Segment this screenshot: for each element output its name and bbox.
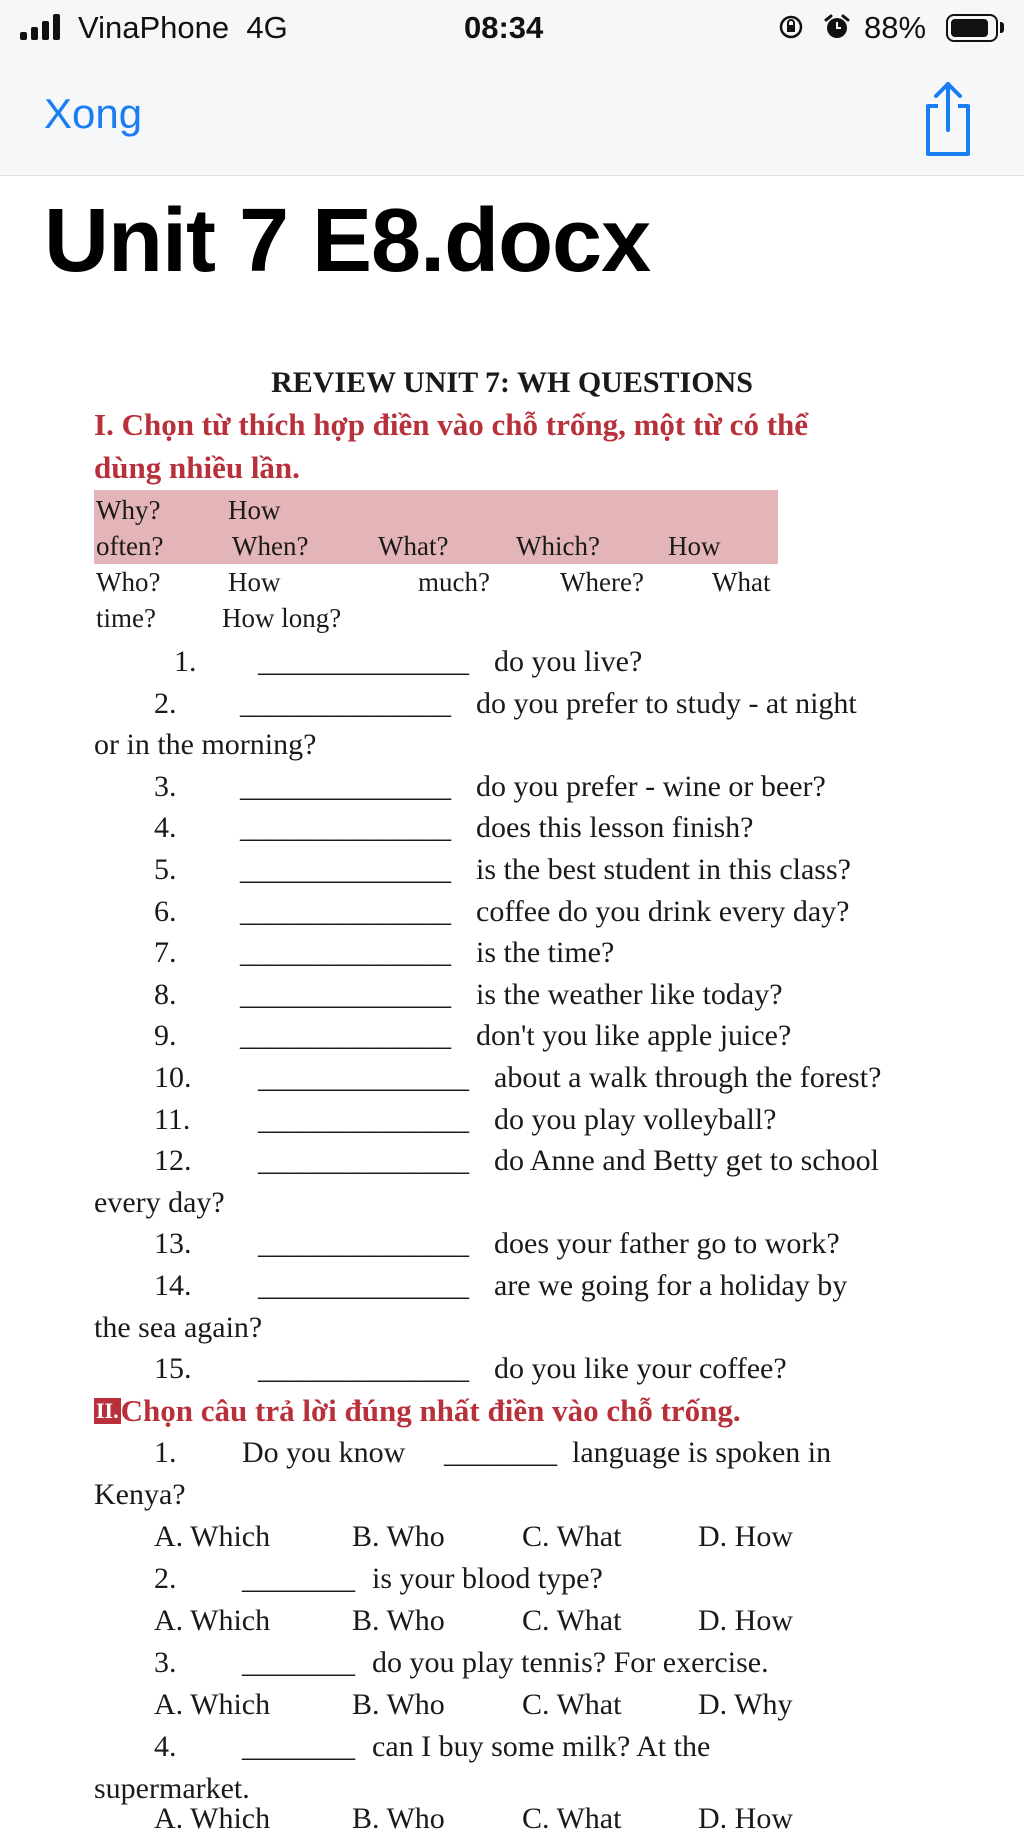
question-blank: _______________	[240, 936, 450, 970]
s2-q1-cont: Kenya?	[94, 1478, 186, 1511]
word-bank-item: When?	[232, 531, 309, 561]
s2-q4-text: can I buy some milk? At the	[372, 1730, 711, 1763]
word-bank-item: How	[228, 567, 281, 597]
question-number: 8.	[154, 977, 177, 1011]
question-blank: _______________	[240, 853, 450, 886]
question-continuation: the sea again?	[94, 1310, 263, 1344]
question-text: do you play volleyball?	[494, 1102, 777, 1136]
question-text: don't you like apple juice?	[476, 1019, 792, 1053]
s2-q1-pre: Do you know	[242, 1436, 406, 1469]
question-text: do you like your coffee?	[494, 1352, 787, 1386]
question-blank: _______________	[240, 769, 450, 803]
done-button[interactable]: Xong	[44, 90, 143, 137]
question-blank: _______________	[240, 977, 450, 1011]
s2-q1-blank: ________	[444, 1436, 556, 1469]
battery-percent: 88%	[864, 10, 927, 45]
carrier-label: VinaPhone 4G	[78, 10, 288, 45]
s2-q1-option: D. How	[698, 1520, 793, 1553]
word-bank-item: often?	[96, 531, 164, 561]
s2-q2-blank: ________	[242, 1562, 354, 1595]
s2-q1-option: A. Which	[154, 1520, 271, 1553]
s2-q4-option: D. How	[698, 1802, 793, 1835]
s2-q3-text: do you play tennis? For exercise.	[372, 1646, 769, 1679]
question-text: is the time?	[476, 936, 615, 970]
question-blank: _______________	[258, 1144, 468, 1178]
word-bank-item: What?	[378, 531, 449, 561]
question-text: about a walk through the forest?	[494, 1061, 882, 1094]
status-clock: 08:34	[464, 10, 544, 45]
question-text: do you prefer - wine or beer?	[476, 769, 826, 803]
question-number: 7.	[154, 936, 177, 970]
question-continuation: every day?	[94, 1185, 225, 1219]
question-number: 10.	[154, 1061, 192, 1094]
question-blank: _______________	[258, 645, 468, 678]
section-1-title-line1: I. Chọn từ thích hợp điền vào chỗ trống, một từ có thể	[94, 407, 809, 442]
question-number: 13.	[154, 1227, 192, 1261]
s2-q1-option: C. What	[522, 1520, 622, 1553]
question-text: do you live?	[494, 645, 643, 678]
s2-q1-number: 1.	[154, 1436, 177, 1469]
s2-q2-option: C. What	[522, 1604, 622, 1637]
word-bank-item: How	[228, 495, 281, 525]
question-number: 2.	[154, 686, 177, 720]
question-blank: _______________	[258, 1061, 468, 1094]
question-number: 15.	[154, 1352, 192, 1386]
s2-q1-option: B. Who	[352, 1520, 445, 1553]
question-blank: _______________	[240, 811, 450, 845]
question-number: 9.	[154, 1019, 177, 1053]
s2-q4-blank: ________	[242, 1730, 354, 1763]
question-text: is the weather like today?	[476, 977, 783, 1011]
s2-q4-option: C. What	[522, 1802, 622, 1835]
s2-q4-number: 4.	[154, 1730, 177, 1763]
s2-q3-option: C. What	[522, 1688, 622, 1721]
s2-q3-number: 3.	[154, 1646, 177, 1679]
s2-q4-option: A. Which	[154, 1802, 271, 1835]
s2-q1-text: language is spoken in	[572, 1436, 832, 1469]
word-bank-item: much?	[418, 567, 490, 597]
question-blank: _______________	[258, 1102, 468, 1136]
network-type: 4G	[246, 10, 288, 45]
s2-q3-option: A. Which	[154, 1688, 271, 1721]
s2-q4-cont: supermarket.	[94, 1772, 250, 1805]
s2-q3-blank: ________	[242, 1646, 354, 1679]
s2-q2-option: D. How	[698, 1604, 793, 1637]
question-number: 3.	[154, 769, 177, 803]
document-title: Unit 7 E8.docx	[44, 191, 651, 291]
word-bank-item: What	[712, 567, 771, 597]
word-bank-item: How	[668, 531, 721, 561]
question-blank: _______________	[258, 1269, 468, 1302]
word-bank-item: Who?	[96, 567, 161, 597]
section-2-title: II.Chọn câu trả lời đúng nhất điền vào chỗ trống.	[96, 1393, 741, 1428]
word-bank-item: Why?	[96, 495, 161, 525]
question-blank: _______________	[258, 1227, 468, 1261]
s2-q2-number: 2.	[154, 1562, 177, 1595]
section-1-title-line2: dùng nhiều lần.	[94, 450, 300, 485]
s2-q2-option: B. Who	[352, 1604, 445, 1637]
section-2-marker: II.	[96, 1398, 119, 1423]
s2-q4-options-clipped	[0, 1802, 1024, 1835]
question-number: 5.	[154, 853, 177, 886]
word-bank-item: How long?	[222, 603, 342, 633]
question-number: 11.	[154, 1102, 191, 1136]
question-number: 14.	[154, 1269, 192, 1302]
question-text: does this lesson finish?	[476, 811, 754, 845]
question-text: is the best student in this class?	[476, 853, 851, 886]
question-text: does your father go to work?	[494, 1227, 840, 1261]
question-blank: _______________	[258, 1352, 468, 1386]
question-blank: _______________	[240, 1019, 450, 1053]
question-text: do you prefer to study - at night	[476, 686, 857, 720]
word-bank-item: time?	[96, 603, 156, 633]
worksheet-heading: REVIEW UNIT 7: WH QUESTIONS	[271, 366, 753, 399]
question-number: 6.	[154, 894, 177, 928]
s2-q3-option: D. Why	[698, 1688, 793, 1721]
word-bank-item: Where?	[560, 567, 644, 597]
s2-q2-text: is your blood type?	[372, 1562, 603, 1595]
question-text: are we going for a holiday by	[494, 1269, 848, 1302]
question-blank: _______________	[240, 894, 450, 928]
s2-q4-option: B. Who	[352, 1802, 445, 1835]
question-number: 4.	[154, 811, 177, 845]
question-continuation: or in the morning?	[94, 728, 317, 762]
question-text: do Anne and Betty get to school	[494, 1144, 879, 1178]
question-text: coffee do you drink every day?	[476, 894, 850, 928]
s2-q2-option: A. Which	[154, 1604, 271, 1637]
s2-q3-option: B. Who	[352, 1688, 445, 1721]
question-number: 1.	[174, 645, 197, 678]
word-bank-item: Which?	[516, 531, 600, 561]
question-blank: _______________	[240, 686, 450, 720]
question-number: 12.	[154, 1144, 192, 1178]
